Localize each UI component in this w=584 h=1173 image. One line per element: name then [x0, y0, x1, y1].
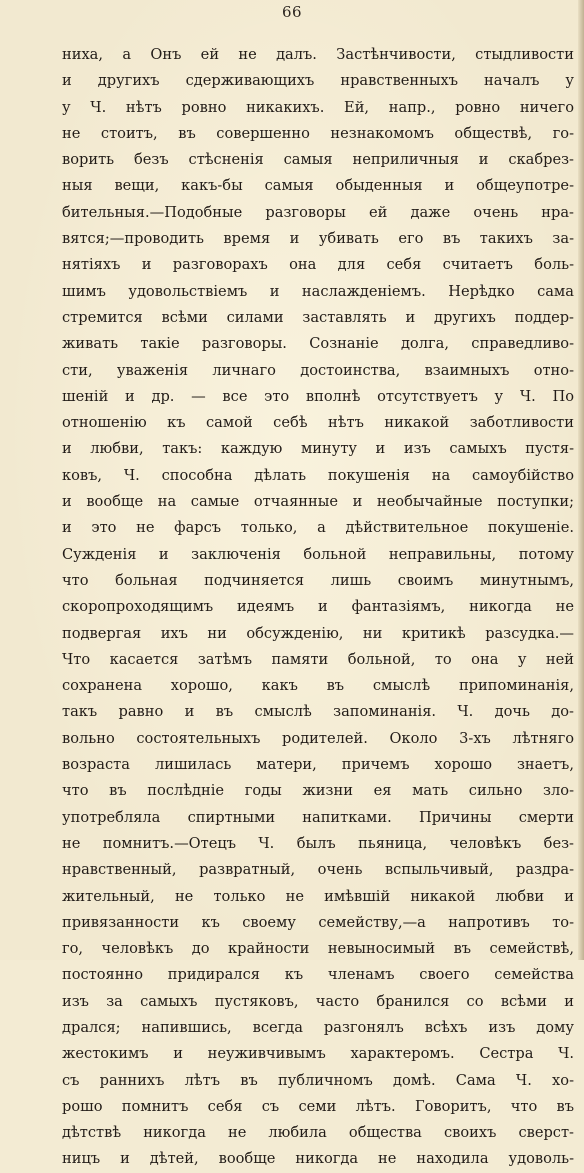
- text-line: живать такіе разговоры. Сознаніе долга, справедливо-: [62, 335, 574, 353]
- text-line: такъ равно и въ смыслѣ запоминанія. Ч. дочь до-: [62, 703, 574, 721]
- text-line: отношенію къ самой себѣ нѣтъ никакой заботливости: [62, 414, 574, 432]
- text-line: что больная подчиняется лишь своимъ минутнымъ,: [62, 571, 574, 589]
- text-line: дѣтствѣ никогда не любила общества своихъ сверст-: [62, 1124, 574, 1142]
- text-line: и другихъ сдерживающихъ нравственныхъ началъ у: [62, 72, 574, 90]
- text-line: привязанности къ своему семейству,—а напротивъ то-: [62, 913, 574, 931]
- body-text: [62, 42, 574, 1173]
- text-line: не помнитъ.—Отецъ Ч. былъ пьяница, человѣкъ без-: [62, 834, 574, 852]
- text-line: го, человѣкъ до крайности невыносимый въ семействѣ,: [62, 940, 574, 958]
- text-line: сохранена хорошо, какъ въ смыслѣ припоминанія,: [62, 677, 574, 695]
- text-line: возраста лишилась матери, причемъ хорошо знаетъ,: [62, 756, 574, 774]
- text-line: не стоитъ, въ совершенно незнакомомъ обществѣ, го-: [62, 124, 574, 142]
- text-line: вольно состоятельныхъ родителей. Около 3-хъ лѣтняго: [62, 729, 574, 747]
- text-line: жительный, не только не имѣвшій никакой любви и: [62, 887, 574, 905]
- text-line: ниха, а Онъ ей не далъ. Застѣнчивости, стыдливости: [62, 46, 574, 63]
- text-line: ворить безъ стѣсненія самыя неприличныя и скабрез-: [62, 151, 574, 169]
- text-line: Сужденія и заключенія больной неправильны, потому: [62, 545, 574, 563]
- text-line: и вообще на самые отчаянные и необычайные поступки;: [62, 493, 574, 511]
- text-line: ницъ и дѣтей, вообще никогда не находила удоволь-: [62, 1150, 574, 1168]
- text-line: сти, уваженія личнаго достоинства, взаимныхъ отно-: [62, 361, 574, 379]
- text-line: у Ч. нѣтъ ровно никакихъ. Ей, напр., ровно ничего: [62, 98, 574, 116]
- text-line: шимъ удовольствіемъ и наслажденіемъ. Нерѣдко сама: [62, 282, 574, 300]
- text-line: бительныя.—Подобные разговоры ей даже очень нра-: [62, 203, 574, 221]
- text-line: жестокимъ и неуживчивымъ характеромъ. Сестра Ч.: [62, 1045, 574, 1063]
- page-edge: [578, 0, 584, 960]
- text-line: шеній и др. — все это вполнѣ отсутствуетъ у Ч. По: [62, 387, 574, 405]
- text-line: употребляла спиртными напитками. Причины смерти: [62, 808, 574, 826]
- text-line: вятся;—проводить время и убивать его въ такихъ за-: [62, 230, 574, 248]
- text-line: дрался; напившись, всегда разгонялъ всѣхъ изъ дому: [62, 1018, 574, 1036]
- text-line: нятіяхъ и разговорахъ она для себя считаетъ боль-: [62, 256, 574, 274]
- text-line: ковъ, Ч. способна дѣлать покушенія на самоубійство: [62, 466, 574, 484]
- text-line: съ раннихъ лѣтъ въ публичномъ домѣ. Сама Ч. хо-: [62, 1071, 574, 1089]
- text-line: и это не фарсъ только, а дѣйствительное покушеніе.: [62, 519, 574, 537]
- text-line: изъ за самыхъ пустяковъ, часто бранился со всѣми и: [62, 992, 574, 1010]
- text-line: скоропроходящимъ идеямъ и фантазіямъ, никогда не: [62, 598, 574, 616]
- text-line: Что касается затѣмъ памяти больной, то она у ней: [62, 650, 574, 668]
- text-line: стремится всѣми силами заставлять и другихъ поддер-: [62, 308, 574, 326]
- text-line: подвергая ихъ ни обсужденію, ни критикѣ разсудка.—: [62, 624, 574, 642]
- text-line: нравственный, развратный, очень вспыльчивый, раздра-: [62, 861, 574, 879]
- text-line: постоянно придирался къ членамъ своего семейства: [62, 966, 574, 984]
- page-number: 66: [281, 3, 303, 21]
- text-line: и любви, такъ: каждую минуту и изъ самыхъ пустя-: [62, 440, 574, 458]
- text-line: ныя вещи, какъ-бы самыя обыденныя и общеупотре-: [62, 177, 574, 195]
- text-line: рошо помнитъ себя съ семи лѣтъ. Говоритъ, что въ: [62, 1097, 574, 1115]
- text-line: что въ послѣдніе годы жизни ея мать сильно зло-: [62, 782, 574, 800]
